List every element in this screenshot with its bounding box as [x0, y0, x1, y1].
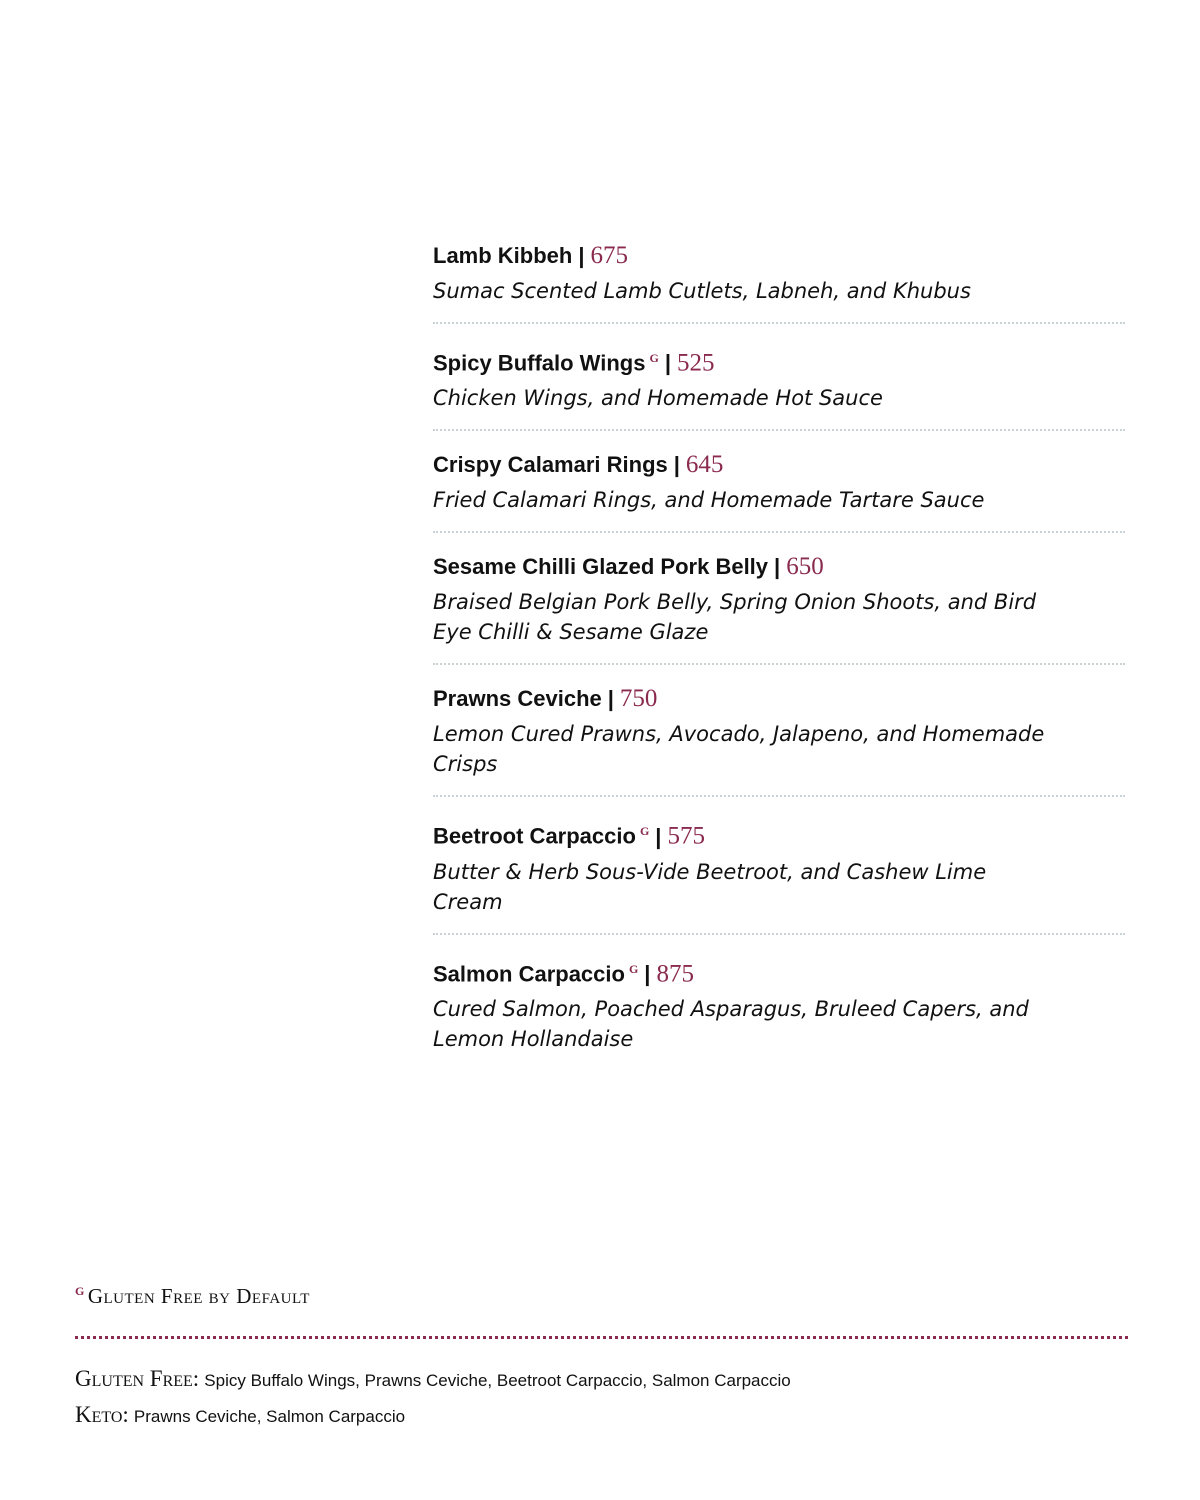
note-value: Spicy Buffalo Wings, Prawns Ceviche, Beetroot Carpaccio, Salmon Carpaccio [204, 1371, 791, 1390]
menu-item-name: Spicy Buffalo Wings [433, 350, 646, 376]
menu-item-title [433, 340, 1125, 381]
menu-item-title [433, 681, 1125, 717]
menu-item-description: Lemon Cured Prawns, Avocado, Jalapeno, and Homemade Crisps [433, 722, 1045, 777]
menu-item-price: 675 [590, 242, 628, 269]
gluten-free-marker: G [628, 961, 639, 976]
menu-item-price: 750 [619, 685, 658, 713]
menu-item-price: 525 [676, 349, 715, 377]
menu-item-price: 645 [685, 451, 724, 479]
note-gluten-free [75, 1362, 791, 1398]
dietary-notes [75, 1362, 791, 1434]
note-value: Prawns Ceviche, Salmon Carpaccio [133, 1407, 406, 1426]
price-separator: | [774, 554, 781, 580]
price-separator: | [644, 960, 651, 986]
menu-item-price: 875 [656, 959, 694, 987]
menu-item-description: Butter & Herb Sous-Vide Beetroot, and Cashew Lime Cream [433, 859, 987, 914]
note-label: Gluten Free: [75, 1366, 200, 1391]
gluten-free-legend [75, 1284, 310, 1309]
menu-item-pork-belly [433, 549, 1125, 665]
legend-text: Gluten Free by Default [87, 1284, 310, 1308]
gluten-free-marker: G [639, 824, 650, 839]
gluten-free-marker: G [75, 1284, 85, 1298]
menu-item-crispy-calamari-rings [433, 447, 1125, 533]
menu-item-description: Sumac Scented Lamb Cutlets, Labneh, and Khubus [433, 279, 971, 303]
price-separator: | [664, 350, 671, 376]
menu-list [433, 238, 1125, 1086]
menu-item-description: Cured Salmon, Poached Asparagus, Bruleed Capers, and Lemon Hollandaise [433, 996, 1029, 1051]
note-keto [75, 1398, 791, 1434]
price-separator: | [607, 686, 614, 712]
note-label: Keto: [75, 1402, 129, 1427]
menu-item-title [433, 447, 1125, 483]
menu-item-title [433, 238, 1125, 274]
menu-item-name: Lamb Kibbeh [433, 243, 573, 268]
menu-item-salmon-carpaccio [433, 951, 1125, 1070]
menu-item-name: Salmon Carpaccio [433, 960, 625, 986]
menu-item-description: Fried Calamari Rings, and Homemade Tartare Sauce [433, 488, 985, 513]
menu-item-title [433, 813, 1125, 854]
menu-item-name: Sesame Chilli Glazed Pork Belly [433, 554, 769, 580]
menu-item-lamb-kibbeh [433, 238, 1125, 324]
menu-item-prawns-ceviche [433, 681, 1125, 797]
menu-item-name: Crispy Calamari Rings [433, 452, 668, 478]
menu-item-name: Prawns Ceviche [433, 686, 602, 712]
menu-item-spicy-buffalo-wings [433, 340, 1125, 431]
gluten-free-marker: G [649, 351, 659, 365]
price-separator: | [578, 243, 585, 268]
menu-item-price: 575 [667, 822, 705, 850]
menu-item-description: Braised Belgian Pork Belly, Spring Onion Shoots, and Bird Eye Chilli & Sesame Glaze [433, 590, 1037, 645]
menu-item-name: Beetroot Carpaccio [433, 823, 636, 849]
price-separator: | [673, 452, 680, 478]
price-separator: | [655, 823, 662, 849]
dotted-divider [75, 1336, 1128, 1339]
menu-item-price: 650 [786, 553, 824, 581]
menu-item-description: Chicken Wings, and Homemade Hot Sauce [433, 386, 883, 411]
menu-item-title [433, 549, 1125, 585]
menu-item-title [433, 951, 1125, 992]
menu-item-beetroot-carpaccio [433, 813, 1125, 934]
